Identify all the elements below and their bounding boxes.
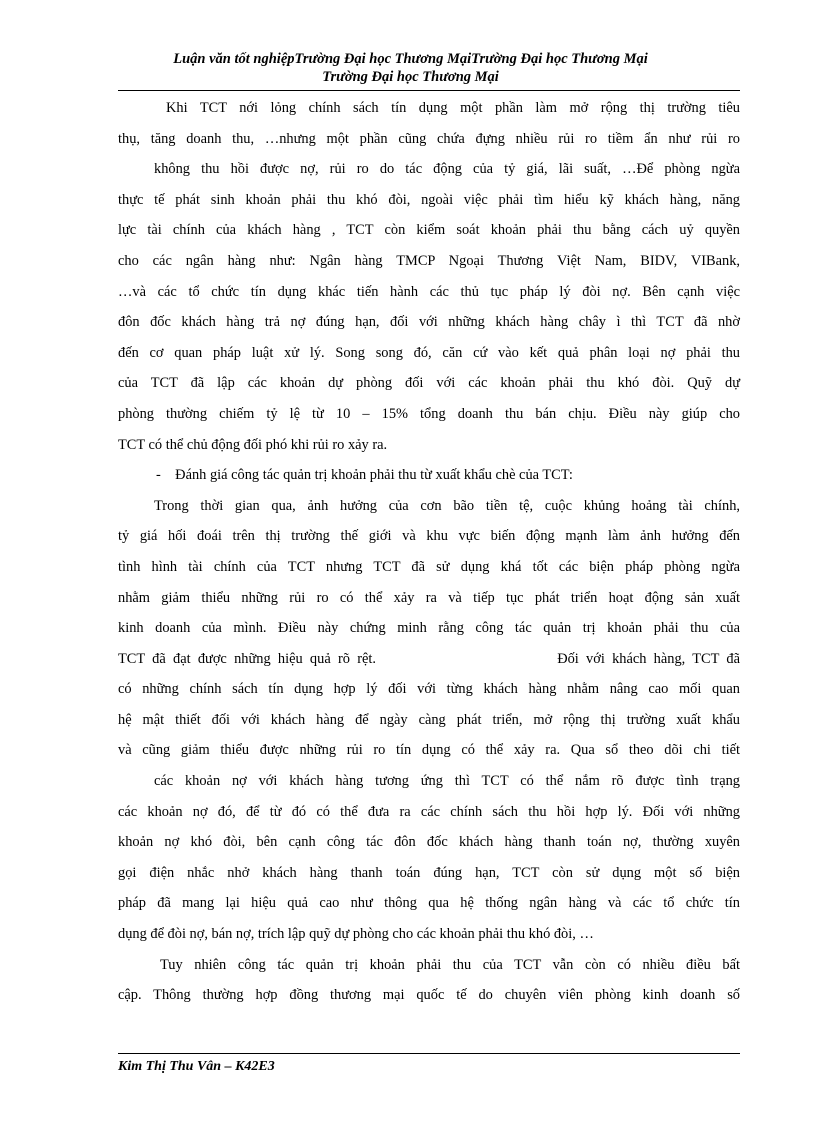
header-line-1: Luận văn tốt nghiệpTrường Đại học Thương MạiTrường Đại học Thương Mại [173,51,648,67]
footer-divider [118,1053,740,1054]
text-line: các khoản nợ đó, để từ đó có thể đưa ra các chính sách thu hồi hợp lý. Đối với những [118,803,740,820]
text-line: TCT có thể chủ động đối phó khi rủi ro xảy ra. [118,436,388,453]
text-line: …và các tổ chức tín dụng khác tiến hành các thủ tục pháp lý đòi nợ. Bên cạnh việc [118,283,740,300]
text-line: đôn đốc khách hàng trả nợ đúng hạn, đối với những khách hàng chây ì thì TCT đã nhờ [118,314,740,331]
text-line: cập. Thông thường hợp đồng thương mại quốc tế do chuyên viên phòng kinh doanh số [118,987,740,1004]
text-line: pháp đã mang lại hiệu quả cao như thông qua hệ thống ngân hàng và các tổ chức tín [118,895,740,912]
header-divider [118,90,740,91]
text-line: Khi TCT nới lỏng chính sách tín dụng một phần làm mở rộng thị trường tiêu [166,100,740,116]
text-line: phòng thường chiếm tỷ lệ từ 10 – 15% tổng doanh thu bán chịu. Điều này giúp cho [118,405,740,422]
text-line: Tuy nhiên công tác quản trị khoản phải thu của TCT vẫn còn có nhiều điều bất [160,956,740,973]
text-line: của TCT đã lập các khoản dự phòng đối với các khoản phải thu khó đòi. Quỹ dự [118,375,740,392]
text-line: lực tài chính của khách hàng , TCT còn kiểm soát khoản phải thu bằng cách uỷ quyền [118,222,740,239]
text-line: đến cơ quan pháp luật xử lý. Song song đó, căn cứ vào kết quả phân loại nợ phải thu [118,344,740,361]
text-line: kinh doanh của mình. Điều này chứng minh rằng công tác quản trị khoản phải thu của [118,620,740,637]
text-line: các khoản nợ với khách hàng tương ứng thì TCT có thể nắm rõ được tình trạng [154,773,740,790]
page-header [118,50,703,86]
header-line-2: Trường Đại học Thương Mại [322,69,499,85]
text-line: tỷ giá hối đoái trên thị trường thế giới và khu vực biến động mạnh làm ảnh hưởng đến [118,528,740,545]
text-line: gọi điện nhắc nhở khách hàng thanh toán đúng hạn, TCT còn sử dụng một số biện [118,864,740,881]
text-line: dụng để đòi nợ, bán nợ, trích lập quỹ dự phòng cho các khoản phải thu khó đòi, … [118,926,594,943]
text-line: - Đánh giá công tác quản trị khoản phải thu từ xuất khẩu chè của TCT: [156,467,573,484]
text-line: có những chính sách tín dụng hợp lý đối với từng khách hàng nhằm nâng cao mối quan [118,681,740,698]
text-line: thực tế phát sinh khoản phải thu khó đòi, ngoài việc phải tìm hiểu kỹ khách hàng, năng [118,191,740,208]
text-line: và cũng giảm thiểu được những rủi ro tín dụng có thể xảy ra. Qua sổ theo dõi chi tiết [118,742,740,759]
text-line: khoản nợ khó đòi, bên cạnh công tác đôn đốc khách hàng thanh toán nợ, thường xuyên [118,834,740,851]
text-line: TCT đã đạt được những hiệu quả rõ rệt. Đối với khách hàng, TCT đã [118,650,740,667]
document-body [118,93,740,1011]
text-line: không thu hồi được nợ, rủi ro do tác động của tỷ giá, lãi suất, …Để phòng ngừa [154,161,740,178]
text-line: thụ, tăng doanh thu, …nhưng một phần cũng chứa đựng nhiều rủi ro tiềm ẩn như rủi ro [118,130,740,147]
footer-author: Kim Thị Thu Vân – K42E3 [118,1059,275,1074]
text-line: cho các ngân hàng như: Ngân hàng TMCP Ngoại Thương Việt Nam, BIDV, VIBank, [118,252,740,269]
text-line: hệ mật thiết đối với khách hàng để ngày càng phát triển, mở rộng thị trường xuất khẩu [118,711,740,728]
text-line: Trong thời gian qua, ảnh hưởng của cơn bão tiền tệ, cuộc khủng hoảng tài chính, [154,497,740,514]
text-line: tình hình tài chính của TCT nhưng TCT đã sử dụng khá tốt các biện pháp phòng ngừa [118,558,740,575]
text-line: nhằm giảm thiểu những rủi ro có thể xảy ra và tiếp tục phát triển hoạt động sản xuất [118,589,740,606]
